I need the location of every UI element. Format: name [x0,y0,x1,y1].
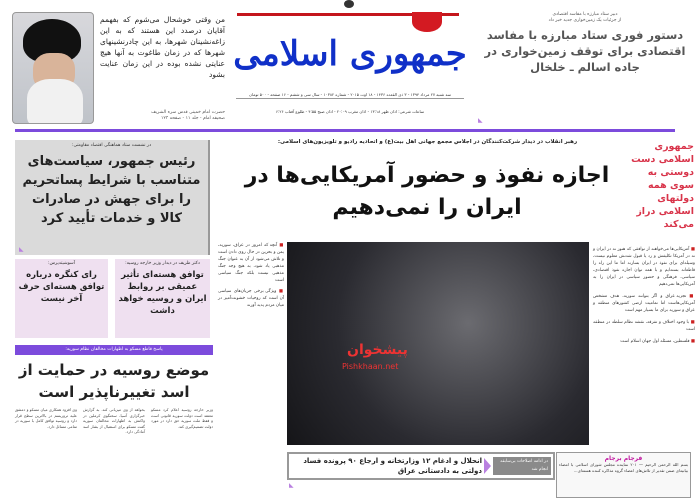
teaser-kicker: دبیر ستاد مبارزه با مفاسد اقتصادی از جزئیات یک زمین‌خواری جدید خبر داد [548,12,622,23]
masthead [232,0,468,125]
story-president[interactable] [15,140,210,255]
imam-portrait [12,12,94,124]
left-bullets [218,242,284,309]
divider [15,129,675,132]
story-kicker: دکتر ظریف در دیدار وزیر خارجه روسیه: [125,261,200,266]
story-column: وزیر خارجه روسیه اعلام کرد مسکو معتقد است دولت سوریه قانونی است و فقط ملت سوریه حق دارد در مورد دولت تصمیم‌گیری کند. [151,407,213,429]
story-kicker: آسوشیتدپرس: [48,261,75,266]
bullet-item: ■ آنچه که امروز در عراق، سوریه، یمن و بحرین در حال روی دادن است و تلاش می‌شود از آن به عنوان جنگ مذهبی یاد شود، به هیچ وجه جنگ مذهبی نیست بلکه جنگ سیاسی است [218,243,284,283]
bullet-item: ■ تجزیه عراق و اگر بتوانند سوریه، هدف مشخص آمریکایی‌هاست اما تمامیت ارضی کشورهای منطقه و عراق و سوریه برای ما بسیار مهم است [593,294,695,313]
bullet-item: ■ با وجود اختلاف و تفرقه، نقشه نظام سلطه در منطقه است [593,320,695,332]
emblem-icon [344,0,354,8]
main-subheadline: رهبر انقلاب در دیدار شرکت‌کنندگان در اجلاس مجمع جهانی اهل بیت(ع) و اتحادیه رادیو و تلویزیون‌های اسلامی: [277,139,578,145]
story-headline: توافق هسته‌ای تأثیر عمیقی بر روابط ایران و روسیه خواهد داشت [118,270,207,316]
arrow-icon [484,458,491,474]
story-headline: انحلال و ادغام ۱۲ وزارتخانه و ارجاع ۹۰ پرونده فساد دولتی به دادستانی عراق [303,457,482,475]
dateline: سه شنبه ۲۷ مرداد ۱۳۹۴ - ۳ ذی القعده ۱۴۳۶ - ۱۸ اوت ۲۰۱۵ - شماره ۱۰۳۸۲ - سال سی و ششم - ۱۶ صفحه - ۵۰۰ تومان [236,92,464,99]
quote-text: من وقتی خوشحال می‌شوم که بفهمم آقایان درصدد این هستند که به این زاغه‌نشینان شهرها، به این چادرنشینهای شهرها که در زمان طاغوت به آنها هیچ عنایتی نشده بوده در این زمان عنایت بشود [100,15,225,79]
story-headline: رای کنگره درباره توافق هسته‌ای حرف آخر نیست [18,270,105,304]
main-photo [287,242,589,445]
bullet-item: ■ فلسطین، مسئله اول جهان اسلام است [620,339,695,344]
bullet-item: ■ ویژگی برخی جریان‌های سیاسی آن است که روحیات خشونت‌آمیز در میان مردم پدید آورند [218,289,284,308]
page-ref-icon: ◣ [19,246,24,253]
story-kicker-bar: پاسخ قاطع مسکو به اظهارات مخالفان نظام سوریه: [15,345,213,355]
story-column: بخواهد از وی میزبانی کند. به گزارش خبرگزاری آسیا، سخنگوی کرملین در واکنش به اظهارات مخالفان سوریه گفت مسکو برای استقبال از بشار اسد آمادگی دارد. [83,407,145,434]
quote-source: حضرت امام خمینی قدس سره الشریف صحیفه امام - جلد ۱۱ - صفحه ۱۲۳ [151,110,225,121]
story-label: در ادامه اصلاحات بی‌سابقه انجام شد [493,457,551,475]
newspaper-logo: جمهوری اسلامی [233,34,467,74]
red-sidebar-headline[interactable]: جمهوری اسلامی دست دوستی به سوی همه دولتهای اسلامی دراز می‌کند [631,141,694,230]
bullet-item: ■ آمریکایی‌ها می‌خواهند از توافقی که هنوز نه در ایران و نه در آمریکا تکلیفش و رد یا قبول شدنش معلوم نیست، وسیله‌ای برای نفوذ در ایران بسازند اما ما این راه را قاطعانه بسته‌ایم و با همه توان اجازه نفوذ اقتصادی، سیاسی، فرهنگی و حضور سیاسی در ایران را به آمریکایی‌ها نمی‌دهیم [593,247,695,287]
corner-column[interactable] [556,452,691,498]
story-column: وی افزود همکاری میان مسکو و دمشق علیه تروریسم در بالاترین سطح قرار دارد و روسیه توافق کامل با سوریه در تمامی مسائل دارد. [15,407,77,429]
teaser-headline: دستور فوری ستاد مبارزه با مفاسد اقتصادی برای توقف زمین‌خواری در جاده اسالم ـ خلخال [484,28,686,74]
story-headline: رئیس جمهور، سیاست‌های متناسب با شرایط پساتحریم را برای جهش در صادرات کالا و خدمات تأیید کرد [22,154,201,226]
story-zarif[interactable] [115,259,210,338]
watermark-url: Pishkhaan.net [342,362,399,371]
page-ref-icon: ◣ [478,117,483,124]
corner-body: بسم الله الرحمن الرحیم — ۲۰۱ نماینده مجلس شورای اسلامی با امضاء بیانیه‌ای ضمن تقدیر از تلاش‌های اعضاء گروه مذاکره کننده هسته‌ای... [559,462,689,473]
story-congress[interactable] [15,259,108,338]
page-ref-icon: ◣ [289,482,294,489]
prayer-times: ساعات شرعی: اذان ظهر ۱۳:۱۸ - اذان مغرب ۲۰:۰۹ - اذان صبح ۴:۵۵ - طلوع آفتاب ۶:۲۶ [275,109,425,114]
right-bullets [593,246,695,345]
teaser-story[interactable] [475,12,695,75]
story-kicker: در نشست ستاد هماهنگی اقتصاد مقاومتی: [71,143,152,148]
watermark: پیشخوان [347,342,408,358]
corner-title: فرجام برجام [604,455,643,462]
story-iraq[interactable] [287,452,555,480]
story-russia-syria[interactable] [15,345,213,435]
main-headline[interactable]: اجازه نفوذ و حضور آمریکایی‌ها در ایران را نمی‌دهیم [244,163,610,220]
story-headline: موضع روسیه در حمایت از اسد تغییرناپذیر است [18,361,210,401]
